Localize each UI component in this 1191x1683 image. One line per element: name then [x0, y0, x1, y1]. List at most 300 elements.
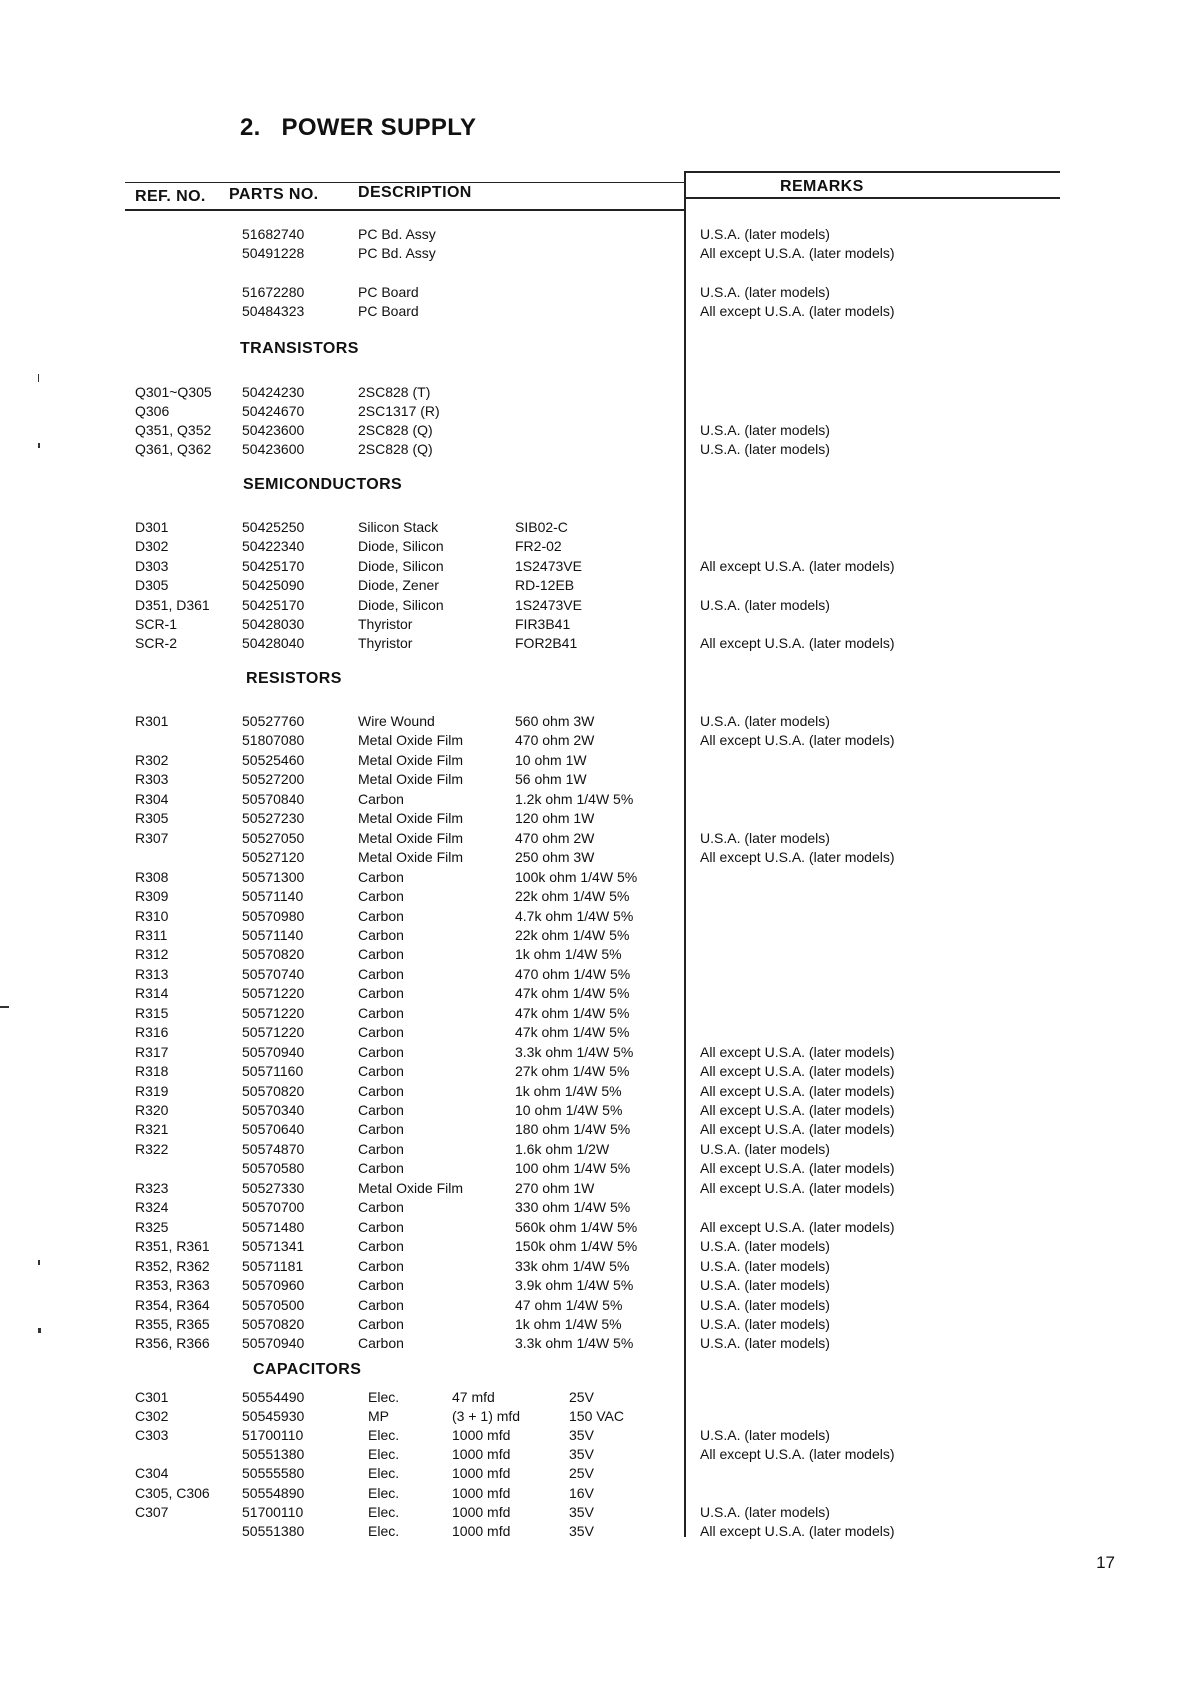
ref-no-cell: SCR-2	[135, 635, 178, 652]
description-cell: PC Board	[358, 303, 419, 319]
page-title: 2. POWER SUPPLY	[240, 114, 477, 141]
capacitance-cell: (3 + 1) mfd	[452, 1408, 521, 1425]
description-cell: Metal Oxide Film	[358, 1179, 464, 1196]
parts-no-cell: 50554890	[242, 1484, 305, 1501]
ref-no-cell: R316	[135, 1024, 169, 1041]
description-cell: Carbon	[358, 1082, 404, 1099]
header-top-rule	[684, 171, 1060, 173]
table-row	[0, 830, 1191, 849]
parts-no-cell: 50527120	[242, 849, 305, 866]
ref-no-cell: R307	[135, 829, 169, 846]
ref-no-cell: R311	[135, 926, 168, 943]
table-row	[0, 810, 1191, 829]
header-parts-no: PARTS NO.	[229, 186, 319, 203]
remarks-cell: U.S.A. (later models)	[700, 1315, 830, 1332]
parts-no-cell: 50570500	[242, 1296, 305, 1313]
capacitance-cell: 1000 mfd	[452, 1503, 511, 1520]
remarks-cell: U.S.A. (later models)	[700, 1257, 830, 1274]
parts-no-cell: 50570820	[242, 1315, 305, 1332]
section-title-semiconductors: SEMICONDUCTORS	[243, 476, 403, 493]
description-cell: Carbon	[358, 1315, 404, 1332]
table-row	[0, 1102, 1191, 1121]
table-row	[0, 1160, 1191, 1179]
remarks-cell: U.S.A. (later models)	[700, 1277, 830, 1294]
voltage-cell: 25V	[569, 1389, 594, 1405]
section-title-resistors: RESISTORS	[246, 670, 342, 687]
ref-no-cell: R320	[135, 1102, 169, 1118]
description-cell: Carbon	[358, 1257, 404, 1274]
table-row	[0, 1238, 1191, 1257]
description-cell: Carbon	[358, 1218, 404, 1235]
description-cell: Metal Oxide Film	[358, 810, 464, 827]
spec-cell: 100k ohm 1/4W 5%	[515, 868, 638, 885]
spec-cell: FR2-02	[515, 538, 562, 555]
table-row	[0, 908, 1191, 927]
spec-cell: 4.7k ohm 1/4W 5%	[515, 907, 634, 924]
table-row	[0, 849, 1191, 868]
description-cell: Carbon	[358, 1160, 404, 1177]
description-cell: 2SC828 (Q)	[358, 422, 433, 438]
parts-no-cell: 50570740	[242, 965, 305, 982]
remarks-cell: All except U.S.A. (later models)	[700, 1102, 895, 1118]
remarks-cell: U.S.A. (later models)	[700, 1427, 830, 1444]
table-row	[0, 403, 1191, 422]
description-cell: Diode, Zener	[358, 577, 439, 594]
parts-no-cell: 50570940	[242, 1043, 305, 1060]
page-number: 17	[1096, 1553, 1115, 1572]
spec-cell: 47k ohm 1/4W 5%	[515, 1024, 630, 1041]
remarks-cell: All except U.S.A. (later models)	[700, 1218, 895, 1235]
parts-no-cell: 50571300	[242, 868, 305, 885]
header-remarks: REMARKS	[780, 178, 864, 195]
table-row	[0, 1335, 1191, 1354]
parts-no-cell: 50428030	[242, 616, 305, 632]
ref-no-cell: R305	[135, 810, 169, 827]
table-row	[0, 1389, 1191, 1408]
parts-no-cell: 50570980	[242, 907, 305, 924]
parts-no-cell: 50571160	[242, 1063, 304, 1080]
spec-cell: 1S2473VE	[515, 557, 582, 574]
spec-cell: 3.3k ohm 1/4W 5%	[515, 1335, 634, 1352]
description-cell: Carbon	[358, 1238, 404, 1255]
spec-cell: 10 ohm 1W	[515, 751, 587, 768]
description-cell: Carbon	[358, 1063, 404, 1080]
description-cell: PC Board	[358, 284, 419, 300]
description-cell: Carbon	[358, 1335, 404, 1352]
ref-no-cell: R356, R366	[135, 1335, 210, 1352]
parts-no-cell: 50428040	[242, 635, 305, 652]
description-cell: Metal Oxide Film	[358, 732, 464, 749]
scan-mark	[38, 443, 40, 448]
parts-no-cell: 50423600	[242, 422, 305, 438]
spec-cell: 3.3k ohm 1/4W 5%	[515, 1043, 634, 1060]
ref-no-cell: C302	[135, 1408, 169, 1425]
ref-no-cell: SCR-1	[135, 616, 178, 632]
parts-no-cell: 50422340	[242, 538, 305, 555]
table-row	[0, 1523, 1191, 1542]
voltage-cell: 35V	[569, 1427, 594, 1444]
remarks-cell: All except U.S.A. (later models)	[700, 1121, 895, 1138]
table-row	[0, 597, 1191, 616]
remarks-cell: All except U.S.A. (later models)	[700, 1179, 895, 1196]
spec-cell: 3.9k ohm 1/4W 5%	[515, 1277, 634, 1294]
parts-no-cell: 50484323	[242, 303, 305, 319]
remarks-cell: U.S.A. (later models)	[700, 829, 830, 846]
ref-no-cell: R317	[135, 1043, 169, 1060]
description-cell: Carbon	[358, 965, 404, 982]
scan-mark	[38, 1328, 41, 1333]
parts-no-cell: 50527330	[242, 1179, 305, 1196]
parts-no-cell: 50570840	[242, 790, 305, 807]
ref-no-cell: C304	[135, 1465, 169, 1482]
table-row	[0, 1465, 1191, 1484]
table-row	[0, 441, 1191, 460]
spec-cell: 560k ohm 1/4W 5%	[515, 1218, 638, 1235]
voltage-cell: 150 VAC	[569, 1408, 624, 1425]
table-row	[0, 732, 1191, 751]
remarks-cell: All except U.S.A. (later models)	[700, 303, 895, 319]
description-cell: Thyristor	[358, 616, 413, 632]
description-cell: Carbon	[358, 1024, 404, 1041]
remarks-cell: All except U.S.A. (later models)	[700, 557, 895, 574]
capacitance-cell: 1000 mfd	[452, 1427, 511, 1444]
table-row	[0, 713, 1191, 732]
description-cell: Carbon	[358, 1043, 404, 1060]
table-row	[0, 1427, 1191, 1446]
description-cell: 2SC828 (T)	[358, 384, 431, 400]
header-bottom-rule	[125, 209, 685, 211]
spec-cell: 27k ohm 1/4W 5%	[515, 1063, 630, 1080]
table-row	[0, 1277, 1191, 1296]
ref-no-cell: R315	[135, 1004, 169, 1021]
spec-cell: 180 ohm 1/4W 5%	[515, 1121, 631, 1138]
description-cell: Diode, Silicon	[358, 538, 444, 555]
capacitance-cell: 1000 mfd	[452, 1465, 511, 1482]
remarks-cell: U.S.A. (later models)	[700, 284, 830, 300]
parts-no-cell: 50570820	[242, 946, 305, 963]
table-row	[0, 284, 1191, 303]
description-cell: Carbon	[358, 1004, 404, 1021]
spec-cell: 33k ohm 1/4W 5%	[515, 1257, 630, 1274]
voltage-cell: 35V	[569, 1522, 594, 1539]
parts-no-cell: 50527760	[242, 713, 305, 729]
spec-cell: 22k ohm 1/4W 5%	[515, 888, 630, 905]
table-row	[0, 303, 1191, 322]
description-cell: Elec.	[368, 1389, 400, 1405]
table-row	[0, 1446, 1191, 1465]
parts-no-cell: 50571480	[242, 1218, 305, 1235]
ref-no-cell: C307	[135, 1503, 169, 1520]
spec-cell: 330 ohm 1/4W 5%	[515, 1199, 631, 1216]
parts-no-cell: 50570580	[242, 1160, 305, 1177]
spec-cell: 1.6k ohm 1/2W	[515, 1140, 610, 1157]
table-row	[0, 1005, 1191, 1024]
table-row	[0, 869, 1191, 888]
ref-no-cell: R352, R362	[135, 1257, 210, 1274]
ref-no-cell: C303	[135, 1427, 169, 1444]
spec-cell: 10 ohm 1/4W 5%	[515, 1102, 623, 1118]
description-cell: Elec.	[368, 1465, 400, 1482]
parts-no-cell: 50551380	[242, 1522, 305, 1539]
parts-no-cell: 50424670	[242, 403, 305, 419]
ref-no-cell: D351, D361	[135, 596, 210, 613]
spec-cell: 1k ohm 1/4W 5%	[515, 946, 622, 963]
ref-no-cell: Q301~Q305	[135, 384, 212, 400]
parts-no-cell: 50571181	[242, 1257, 304, 1274]
table-row	[0, 1063, 1191, 1082]
spec-cell: 470 ohm 1/4W 5%	[515, 965, 631, 982]
spec-cell: RD-12EB	[515, 577, 575, 594]
description-cell: Carbon	[358, 1199, 404, 1216]
parts-no-cell: 51672280	[242, 284, 305, 300]
table-row	[0, 752, 1191, 771]
description-cell: Metal Oxide Film	[358, 751, 464, 768]
ref-no-cell: D302	[135, 538, 169, 555]
description-cell: 2SC1317 (R)	[358, 403, 440, 419]
description-cell: 2SC828 (Q)	[358, 441, 433, 457]
parts-no-cell: 50571341	[242, 1238, 305, 1255]
description-cell: Carbon	[358, 926, 404, 943]
spec-cell: 47k ohm 1/4W 5%	[515, 1004, 630, 1021]
remarks-header-rule	[684, 197, 1060, 199]
ref-no-cell: R355, R365	[135, 1315, 210, 1332]
ref-no-cell: R324	[135, 1199, 169, 1216]
table-row	[0, 791, 1191, 810]
description-cell: Diode, Silicon	[358, 557, 444, 574]
description-cell: Wire Wound	[358, 713, 435, 729]
remarks-cell: All except U.S.A. (later models)	[700, 732, 895, 749]
parts-no-cell: 50551380	[242, 1446, 305, 1463]
parts-no-cell: 50554490	[242, 1389, 305, 1405]
voltage-cell: 35V	[569, 1503, 594, 1520]
ref-no-cell: R312	[135, 946, 169, 963]
ref-no-cell: R323	[135, 1179, 169, 1196]
table-row	[0, 1141, 1191, 1160]
table-row	[0, 538, 1191, 557]
ref-no-cell: R321	[135, 1121, 169, 1138]
table-row	[0, 1121, 1191, 1140]
remarks-cell: U.S.A. (later models)	[700, 1238, 830, 1255]
table-row	[0, 1504, 1191, 1523]
ref-no-cell: R309	[135, 888, 169, 905]
table-row	[0, 771, 1191, 790]
section-title-transistors: TRANSISTORS	[240, 340, 359, 357]
description-cell: Carbon	[358, 1121, 404, 1138]
table-row	[0, 1024, 1191, 1043]
ref-no-cell: R319	[135, 1082, 169, 1099]
parts-no-cell: 51807080	[242, 732, 305, 749]
spec-cell: 250 ohm 3W	[515, 849, 595, 866]
spec-cell: FIR3B41	[515, 616, 571, 632]
ref-no-cell: R325	[135, 1218, 169, 1235]
description-cell: Thyristor	[358, 635, 413, 652]
description-cell: MP	[368, 1408, 389, 1425]
parts-no-cell: 51700110	[242, 1503, 304, 1520]
scan-mark	[38, 1260, 40, 1265]
spec-cell: 56 ohm 1W	[515, 771, 587, 788]
spec-cell: 22k ohm 1/4W 5%	[515, 926, 630, 943]
capacitance-cell: 1000 mfd	[452, 1484, 511, 1501]
ref-no-cell: D303	[135, 557, 169, 574]
parts-no-cell: 50425170	[242, 557, 305, 574]
section-title-capacitors: CAPACITORS	[253, 1361, 362, 1378]
table-row	[0, 985, 1191, 1004]
ref-no-cell: Q361, Q362	[135, 441, 212, 457]
spec-cell: FOR2B41	[515, 635, 578, 652]
remarks-cell: All except U.S.A. (later models)	[700, 1522, 895, 1539]
remarks-cell: U.S.A. (later models)	[700, 441, 830, 457]
table-row	[0, 422, 1191, 441]
ref-no-cell: R310	[135, 907, 169, 924]
description-cell: Elec.	[368, 1427, 400, 1444]
parts-no-cell: 50527200	[242, 771, 305, 788]
spec-cell: SIB02-C	[515, 519, 568, 535]
description-cell: PC Bd. Assy	[358, 226, 436, 242]
description-cell: Metal Oxide Film	[358, 771, 464, 788]
ref-no-cell: R303	[135, 771, 169, 788]
table-row	[0, 966, 1191, 985]
description-cell: Carbon	[358, 1140, 404, 1157]
description-cell: Diode, Silicon	[358, 596, 444, 613]
remarks-cell: U.S.A. (later models)	[700, 713, 830, 729]
table-row	[0, 1219, 1191, 1238]
ref-no-cell: R354, R364	[135, 1296, 210, 1313]
description-cell: Carbon	[358, 1296, 404, 1313]
table-row	[0, 1316, 1191, 1335]
spec-cell: 470 ohm 2W	[515, 829, 595, 846]
ref-no-cell: C301	[135, 1389, 169, 1405]
table-row	[0, 888, 1191, 907]
ref-no-cell: D301	[135, 519, 169, 535]
parts-no-cell: 50574870	[242, 1140, 305, 1157]
table-row	[0, 577, 1191, 596]
parts-no-cell: 50425250	[242, 519, 305, 535]
table-row	[0, 616, 1191, 635]
parts-no-cell: 50525460	[242, 751, 305, 768]
parts-no-cell: 50571220	[242, 1024, 305, 1041]
parts-no-cell: 50555580	[242, 1465, 305, 1482]
table-row	[0, 1180, 1191, 1199]
remarks-cell: All except U.S.A. (later models)	[700, 1160, 895, 1177]
parts-no-cell: 50570820	[242, 1082, 305, 1099]
header-left-top-rule	[125, 182, 685, 183]
description-cell: Carbon	[358, 888, 404, 905]
ref-no-cell: D305	[135, 577, 169, 594]
spec-cell: 1k ohm 1/4W 5%	[515, 1315, 622, 1332]
table-row	[0, 1408, 1191, 1427]
parts-no-cell: 50570940	[242, 1335, 305, 1352]
capacitance-cell: 1000 mfd	[452, 1522, 511, 1539]
description-cell: Carbon	[358, 946, 404, 963]
table-row	[0, 1083, 1191, 1102]
scan-mark	[0, 1006, 9, 1008]
remarks-cell: All except U.S.A. (later models)	[700, 1063, 895, 1080]
description-cell: Carbon	[358, 985, 404, 1002]
capacitance-cell: 47 mfd	[452, 1389, 495, 1405]
parts-no-cell: 50423600	[242, 441, 305, 457]
description-cell: Elec.	[368, 1446, 400, 1463]
header-ref-no: REF. NO.	[135, 188, 206, 205]
ref-no-cell: R308	[135, 868, 169, 885]
parts-no-cell: 50570340	[242, 1102, 305, 1118]
description-cell: Carbon	[358, 790, 404, 807]
remarks-cell: U.S.A. (later models)	[700, 226, 830, 242]
description-cell: Elec.	[368, 1503, 400, 1520]
voltage-cell: 25V	[569, 1465, 594, 1482]
spec-cell: 47k ohm 1/4W 5%	[515, 985, 630, 1002]
table-row	[0, 1485, 1191, 1504]
description-cell: Carbon	[358, 907, 404, 924]
parts-no-cell: 50571140	[242, 888, 304, 905]
ref-no-cell: R304	[135, 790, 169, 807]
capacitance-cell: 1000 mfd	[452, 1446, 511, 1463]
description-cell: Elec.	[368, 1522, 400, 1539]
remarks-cell: All except U.S.A. (later models)	[700, 245, 895, 261]
parts-no-cell: 50425170	[242, 596, 305, 613]
spec-cell: 270 ohm 1W	[515, 1179, 595, 1196]
remarks-cell: All except U.S.A. (later models)	[700, 849, 895, 866]
spec-cell: 120 ohm 1W	[515, 810, 595, 827]
description-cell: Metal Oxide Film	[358, 849, 464, 866]
description-cell: Silicon Stack	[358, 519, 439, 535]
spec-cell: 100 ohm 1/4W 5%	[515, 1160, 631, 1177]
description-cell: PC Bd. Assy	[358, 245, 436, 261]
ref-no-cell: R301	[135, 713, 169, 729]
table-row	[0, 1297, 1191, 1316]
parts-no-cell: 50571220	[242, 985, 305, 1002]
spec-cell: 150k ohm 1/4W 5%	[515, 1238, 638, 1255]
parts-no-cell: 50571140	[242, 926, 304, 943]
parts-no-cell: 50570960	[242, 1277, 305, 1294]
parts-no-cell: 50571220	[242, 1004, 305, 1021]
description-cell: Carbon	[358, 1102, 404, 1118]
ref-no-cell: C305, C306	[135, 1484, 210, 1501]
voltage-cell: 16V	[569, 1484, 594, 1501]
ref-no-cell: Q351, Q352	[135, 422, 212, 438]
remarks-cell: All except U.S.A. (later models)	[700, 1043, 895, 1060]
table-row	[0, 1258, 1191, 1277]
ref-no-cell: R302	[135, 751, 169, 768]
spec-cell: 1S2473VE	[515, 596, 582, 613]
remarks-cell: U.S.A. (later models)	[700, 1335, 830, 1352]
parts-no-cell: 50570640	[242, 1121, 305, 1138]
spec-cell: 47 ohm 1/4W 5%	[515, 1296, 623, 1313]
ref-no-cell: R314	[135, 985, 169, 1002]
spec-cell: 470 ohm 2W	[515, 732, 595, 749]
table-row	[0, 1199, 1191, 1218]
description-cell: Elec.	[368, 1484, 400, 1501]
parts-no-cell: 50527230	[242, 810, 305, 827]
table-row	[0, 1044, 1191, 1063]
parts-no-cell: 50425090	[242, 577, 305, 594]
spec-cell: 560 ohm 3W	[515, 713, 595, 729]
header-description: DESCRIPTION	[358, 184, 472, 201]
description-cell: Carbon	[358, 1277, 404, 1294]
remarks-cell: All except U.S.A. (later models)	[700, 1446, 895, 1463]
table-row	[0, 384, 1191, 403]
ref-no-cell: R353, R363	[135, 1277, 210, 1294]
remarks-cell: U.S.A. (later models)	[700, 422, 830, 438]
parts-no-cell: 50527050	[242, 829, 305, 846]
ref-no-cell: R318	[135, 1063, 169, 1080]
ref-no-cell: R351, R361	[135, 1238, 210, 1255]
spec-cell: 1.2k ohm 1/4W 5%	[515, 790, 634, 807]
remarks-cell: U.S.A. (later models)	[700, 1503, 830, 1520]
table-row	[0, 635, 1191, 654]
table-row	[0, 226, 1191, 245]
ref-no-cell: R322	[135, 1140, 169, 1157]
spec-cell: 1k ohm 1/4W 5%	[515, 1082, 622, 1099]
